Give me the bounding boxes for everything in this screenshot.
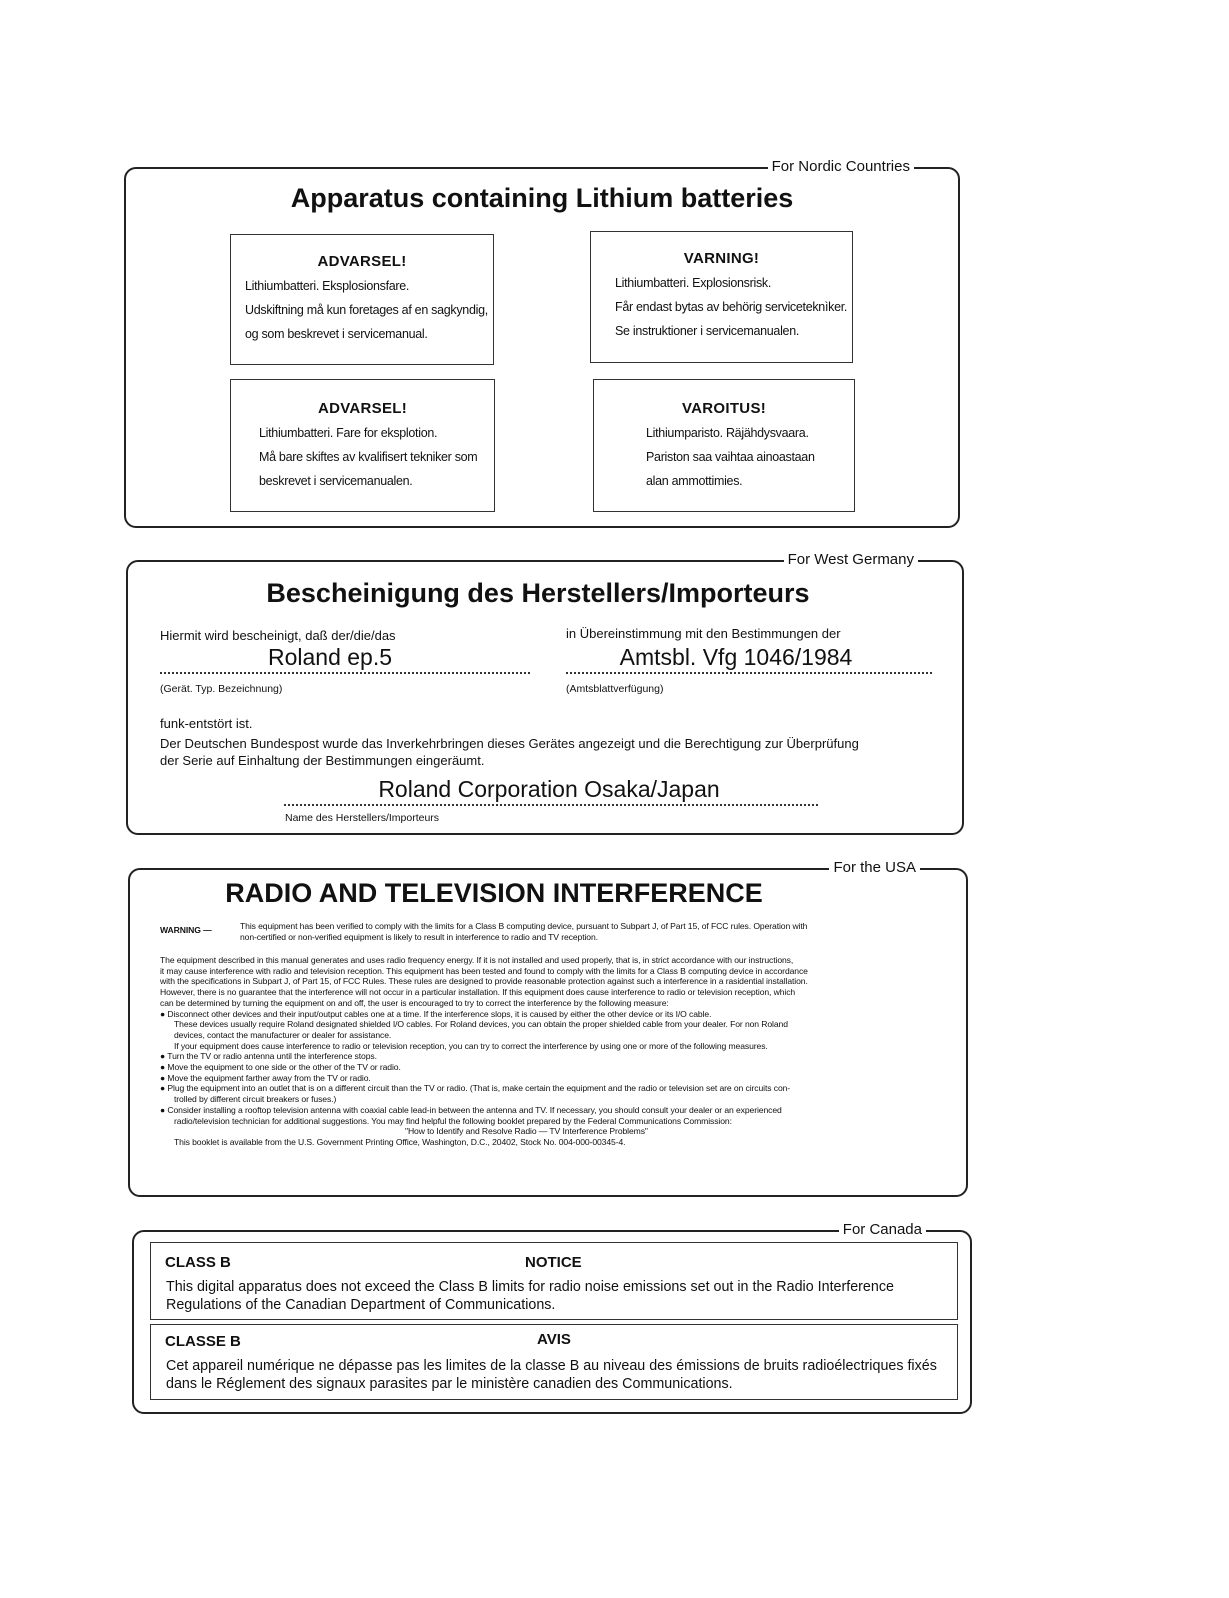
fine-line: devices, contact the manufacturer or dealer for assistance. xyxy=(174,1029,392,1040)
avis-line: Cet appareil numérique ne dépasse pas les limites de la classe B au niveau des émissions de bruits radioélectriques fixés xyxy=(166,1358,937,1374)
usa-panel xyxy=(128,859,968,1197)
bundespost-text-cont: der Serie auf Einhaltung der Bestimmungen eingeräumt. xyxy=(160,753,485,768)
avis-line: dans le Réglement des signaux parasites par le ministère canadien des Communications. xyxy=(166,1376,733,1392)
suppression-text: funk-entstört ist. xyxy=(160,716,253,731)
warning-line: Lithiumbatteri. Eksplosionsfare. xyxy=(245,279,410,293)
device-name-line xyxy=(160,672,530,674)
nordic-panel xyxy=(124,158,960,528)
bullet-icon: ● xyxy=(160,1008,168,1019)
usa-region-label: For the USA xyxy=(829,859,920,877)
germany-panel xyxy=(126,551,964,835)
bullet-icon: ● xyxy=(160,1072,168,1083)
avis-heading: AVIS xyxy=(537,1331,571,1348)
fine-line: Move the equipment to one side or the other of the TV or radio. xyxy=(167,1062,401,1073)
notice-box xyxy=(150,1242,958,1320)
warning-line: Lithiumbatteri. Fare for eksplotion. xyxy=(259,426,438,440)
certification-label: Hiermit wird bescheinigt, daß der/die/das xyxy=(160,628,396,643)
warning-line: og som beskrevet i servicemanual. xyxy=(245,327,428,341)
warning-line: Må bare skiftes av kvalifisert tekniker som xyxy=(259,450,478,464)
warning-box-norwegian xyxy=(230,379,495,512)
warning-box-finnish xyxy=(593,379,855,512)
warning-box-danish xyxy=(230,234,494,365)
warning-line: Pariston saa vaihtaa ainoastaan xyxy=(646,450,815,464)
warning-line: Se instruktioner i servicemanualen. xyxy=(615,324,800,338)
nordic-title: Apparatus containing Lithium batteries xyxy=(290,183,794,213)
warning-line: Får endast bytas av behörig serviceteknìker. xyxy=(615,300,848,314)
notice-line: Regulations of the Canadian Department of Communications. xyxy=(166,1297,556,1313)
bullet-item xyxy=(160,1073,808,1084)
warning-heading: ADVARSEL! xyxy=(317,253,407,270)
fine-line: These devices usually require Roland designated shielded I/O cables. For Roland devices, you can obtain the proper shielded cable from your dealer. For non Roland xyxy=(174,1019,788,1030)
avis-class: CLASSE B xyxy=(165,1333,241,1350)
bullet-icon: ● xyxy=(160,1104,168,1115)
manufacturer-caption: Name des Herstellers/Importeurs xyxy=(285,812,440,824)
avis-box xyxy=(150,1324,958,1400)
notice-heading: NOTICE xyxy=(525,1254,582,1271)
fcc-body-text xyxy=(160,955,808,1148)
warning-line: Lithiumparisto. Räjähdysvaara. xyxy=(646,426,809,440)
bullet-item xyxy=(160,1051,808,1062)
manufacturer-line xyxy=(284,804,818,806)
fine-line: However, there is no guarantee that the interference will not occur in a particular installation. If this equipment does cause interference to radio or television reception, which xyxy=(160,987,796,998)
warning-heading: ADVARSEL! xyxy=(317,400,408,417)
bullet-item xyxy=(160,1062,808,1073)
manufacturer-name: Roland Corporation Osaka/Japan xyxy=(378,776,720,802)
notice-line: This digital apparatus does not exceed the Class B limits for radio noise emissions set out in the Radio Interference xyxy=(166,1279,894,1295)
bundespost-text: Der Deutschen Bundespost wurde das Inverkehrbringen dieses Gerätes angezeigt und die Berechtigung zur Überprüfung xyxy=(160,736,859,751)
notice-class: CLASS B xyxy=(165,1254,231,1271)
warning-box-swedish xyxy=(590,231,853,363)
fine-line: Plug the equipment into an outlet that is on a different circuit than the TV or radio. (That is, make certain the equipment and the radio or television set are on circuits con- xyxy=(167,1083,791,1094)
germany-region-label: For West Germany xyxy=(784,551,918,569)
regulation-label: in Übereinstimmung mit den Bestimmungen der xyxy=(566,626,841,641)
device-name: Roland ep.5 xyxy=(267,644,393,670)
fine-line: with the specifications in Subpart J, of Part 15, of FCC Rules. These rules are designed to provide reasonable protection against such a interference in a rasidential installation. xyxy=(160,976,808,987)
fine-line: This equipment has been verified to comply with the limits for a Class B computing device, pursuant to Subpart J, of Part 15, of FCC rules. Operation with xyxy=(240,921,808,931)
regulation-value: Amtsbl. Vfg 1046/1984 xyxy=(619,644,853,670)
warning-heading: VARNING! xyxy=(683,250,760,267)
bullet-icon: ● xyxy=(160,1051,168,1062)
nordic-region-label: For Nordic Countries xyxy=(768,158,914,176)
fine-line: The equipment described in this manual generates and uses radio frequency energy. If it is not installed and used properly, that is, in strict accordance with our instructions, xyxy=(160,955,794,965)
fine-line: Move the equipment farther away from the TV or radio. xyxy=(167,1072,371,1083)
warning-heading: VAROITUS! xyxy=(681,400,767,417)
device-name-caption: (Gerät. Typ. Bezeichnung) xyxy=(160,683,283,695)
bullet-icon: ● xyxy=(160,1083,168,1094)
fine-line: Turn the TV or radio antenna until the interference stops. xyxy=(167,1051,377,1062)
bullet-item xyxy=(160,1083,808,1094)
fine-line: it may cause interference with radio and television reception. This equipment has been tested and found to comply with the limits for a Class B computing device in accordance xyxy=(160,965,808,976)
bullet-item xyxy=(160,1009,808,1020)
booklet-title: "How to Identify and Resolve Radio — TV Interference Problems" xyxy=(405,1126,648,1137)
fine-line: Consider installing a rooftop television antenna with coaxial cable lead-in between the antenna and TV. If necessary, you should consult your dealer or an experienced xyxy=(167,1104,782,1115)
avis-text xyxy=(166,1357,937,1393)
bullet-item xyxy=(160,1105,808,1116)
fine-line: non-certified or non-verified equipment is likely to result in interference to radio and TV reception. xyxy=(240,931,598,942)
regulation-caption: (Amtsblattverfügung) xyxy=(566,683,664,695)
warning-line: Udskiftning må kun foretages af en sagkyndig, xyxy=(245,303,488,317)
fcc-warning-label: WARNING — xyxy=(160,925,212,935)
regulation-line xyxy=(566,672,932,674)
warning-line: Lithiumbatteri. Explosionsrisk. xyxy=(615,276,772,290)
fine-line: If your equipment does cause interference to radio or television reception, you can try to correct the interference by using one or more of the following measures. xyxy=(174,1040,768,1051)
fine-line: trolled by different circuit breakers or fuses.) xyxy=(174,1094,337,1105)
warning-line: alan ammottimies. xyxy=(646,474,743,488)
canada-panel xyxy=(132,1221,972,1414)
canada-region-label: For Canada xyxy=(839,1221,926,1239)
germany-title: Bescheinigung des Herstellers/Importeurs xyxy=(266,578,810,608)
booklet-note: This booklet is available from the U.S. Government Printing Office, Washington, D.C., 20402, Stock No. 004-000-00345-4. xyxy=(174,1136,626,1147)
fcc-warning-text xyxy=(240,921,807,942)
fine-line: can be determined by turning the equipment on and off, the user is encouraged to try to correct the interference by the following measure: xyxy=(160,997,669,1008)
bullet-icon: ● xyxy=(160,1062,168,1073)
usa-title: RADIO AND TELEVISION INTERFERENCE xyxy=(225,878,763,908)
fine-line: radio/television technician for additional suggestions. You may find helpful the following booklet prepared by the Federal Communications Commission: xyxy=(174,1115,732,1126)
notice-text xyxy=(166,1278,894,1314)
warning-line: beskrevet i servicemanualen. xyxy=(259,474,413,488)
fine-line: Disconnect other devices and their input/output cables one at a time. If the interference slops, it is caused by either the other device or its I/O cable. xyxy=(167,1008,712,1019)
